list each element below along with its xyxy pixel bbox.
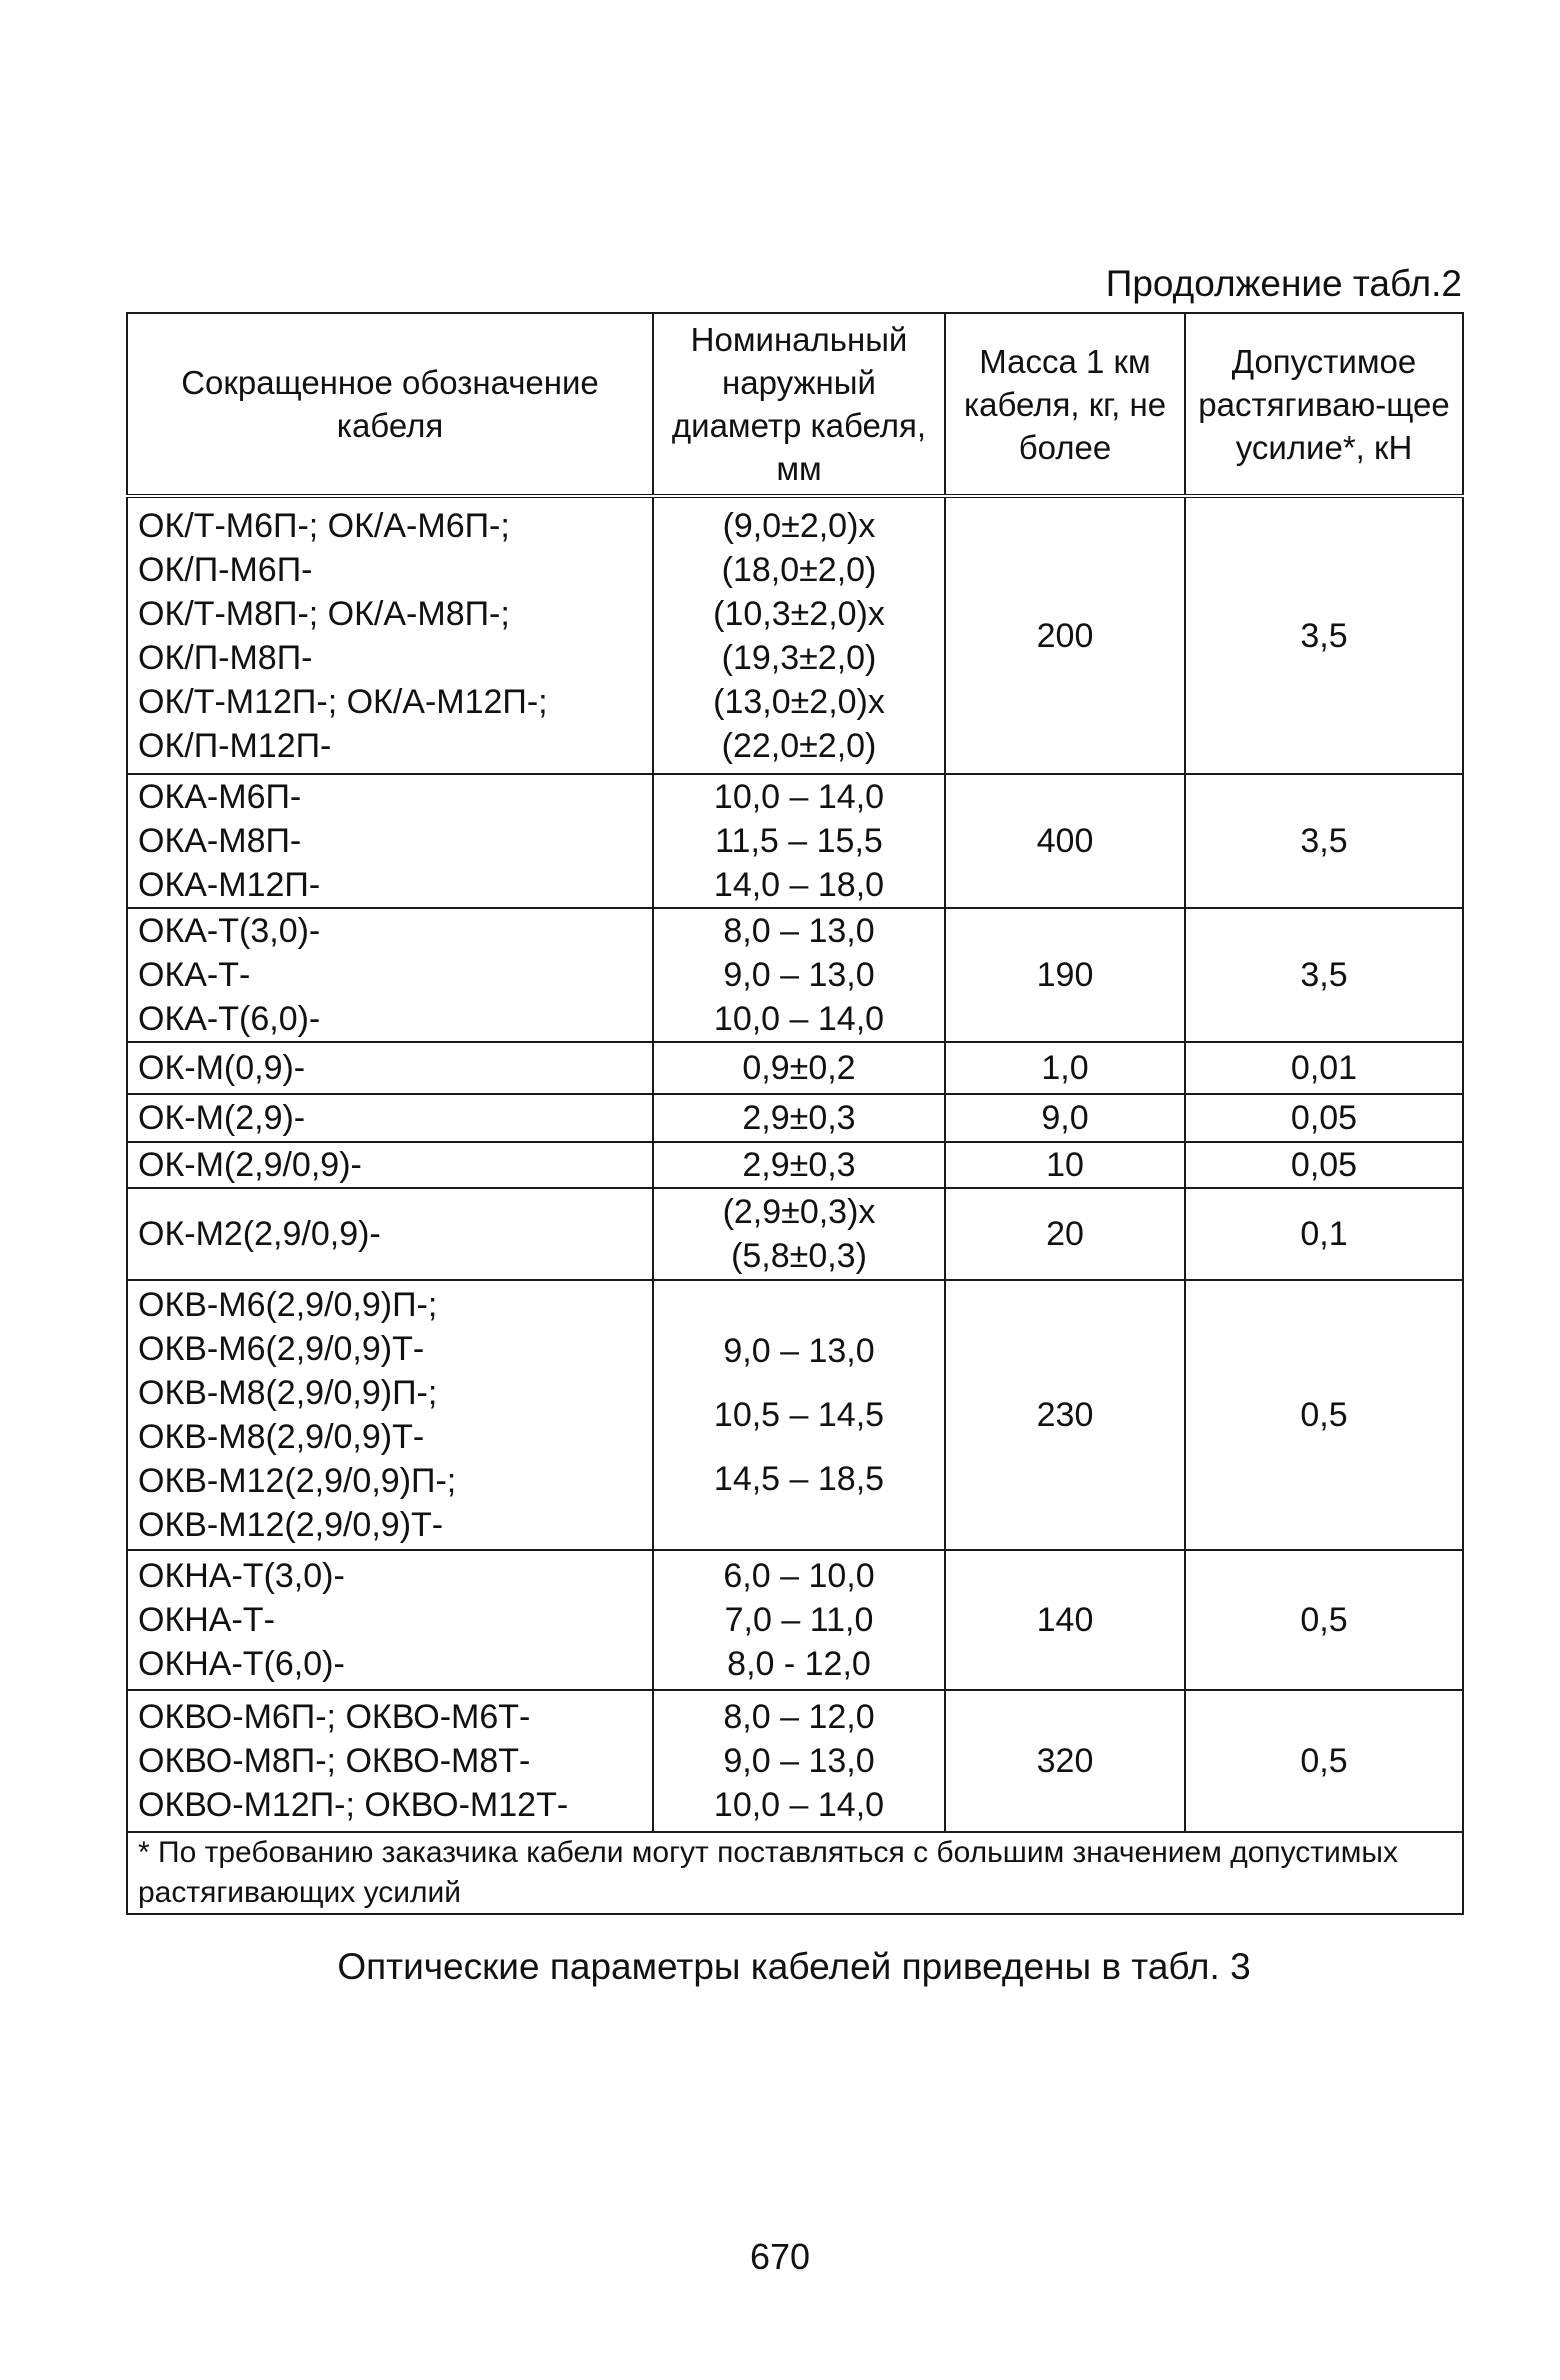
outer-diameter: (22,0±2,0) (721, 726, 877, 765)
outer-diameter-cell (653, 1042, 945, 1094)
outer-diameter: (5,8±0,3) (731, 1237, 867, 1275)
cable-designation: ОКА-М8П- (138, 822, 302, 860)
outer-diameter: 10,0 – 14,0 (713, 778, 885, 816)
cable-designation: ОКВ-М12(2,9/0,9)Т- (138, 1506, 444, 1544)
outer-diameter-cell (653, 1094, 945, 1142)
outer-diameter-cell (653, 1188, 945, 1280)
outer-diameter: 10,5 – 14,5 (713, 1396, 885, 1434)
cable-designation-cell (127, 496, 653, 774)
cable-designation-cell (127, 1188, 653, 1280)
outer-diameter: (9,0±2,0)х (722, 506, 876, 545)
cable-designation: ОК/Т-М8П-; ОК/А-М8П-; (138, 594, 510, 633)
tensile-force-cell: 0,5 (1185, 1690, 1463, 1832)
table-row (127, 1280, 1463, 1550)
table-row (127, 1690, 1463, 1832)
outer-diameter: 0,9±0,2 (742, 1049, 856, 1087)
cable-designation: ОКА-Т- (138, 956, 251, 994)
table-row (127, 496, 1463, 774)
tensile-force-cell: 0,1 (1185, 1188, 1463, 1280)
cable-designation: ОКВ-М6(2,9/0,9)П-; (138, 1286, 438, 1324)
cable-designation-cell (127, 774, 653, 908)
outer-diameter: 9,0 – 13,0 (723, 1742, 875, 1780)
mass-cell: 140 (945, 1550, 1185, 1690)
tensile-force-cell: 0,05 (1185, 1094, 1463, 1142)
table-row (127, 1142, 1463, 1188)
table-row (127, 1094, 1463, 1142)
mass-cell: 320 (945, 1690, 1185, 1832)
header-mass: Масса 1 км кабеля, кг, не более (945, 313, 1185, 496)
outer-diameter: 10,0 – 14,0 (713, 1000, 885, 1038)
cable-spec-table (126, 312, 1464, 1915)
outer-diameter: (2,9±0,3)х (722, 1193, 876, 1231)
cable-designation: ОК/Т-М6П-; ОК/А-М6П-; (138, 506, 510, 545)
cable-designation-cell (127, 1550, 653, 1690)
cable-designation: ОК-М(0,9)- (138, 1049, 306, 1087)
mass-cell: 9,0 (945, 1094, 1185, 1142)
table-body (127, 496, 1463, 1914)
cable-designation: ОК-М(2,9/0,9)- (138, 1146, 362, 1184)
table-row (127, 1188, 1463, 1280)
table-footnote: * По требованию заказчика кабели могут поставляться с большим значением допустимых растягивающих усилий (127, 1832, 1463, 1914)
header-outer-diameter: Номинальный наружный диаметр кабеля, мм (653, 313, 945, 496)
cable-designation-cell (127, 1142, 653, 1188)
cable-designation: ОК/П-М8П- (138, 638, 313, 677)
outer-diameter-cell (653, 496, 945, 774)
outer-diameter: 8,0 – 13,0 (723, 912, 875, 950)
cable-designation-cell (127, 1280, 653, 1550)
tensile-force-cell: 0,5 (1185, 1550, 1463, 1690)
mass-cell: 190 (945, 908, 1185, 1042)
cable-designation-cell (127, 1094, 653, 1142)
cable-designation: ОКВО-М6П-; ОКВО-М6Т- (138, 1698, 531, 1736)
outer-diameter: 9,0 – 13,0 (723, 956, 875, 994)
cable-designation: ОКА-М6П- (138, 778, 302, 816)
cable-designation: ОКА-Т(6,0)- (138, 1000, 321, 1038)
cable-designation: ОКВ-М8(2,9/0,9)Т- (138, 1418, 425, 1456)
mass-cell: 10 (945, 1142, 1185, 1188)
cable-designation: ОКВ-М8(2,9/0,9)П-; (138, 1374, 438, 1412)
page-number: 670 (749, 2236, 811, 2277)
cable-designation-cell (127, 908, 653, 1042)
tensile-force-cell: 0,01 (1185, 1042, 1463, 1094)
outer-diameter-cell (653, 1280, 945, 1550)
cable-designation: ОКНА-Т(3,0)- (138, 1557, 345, 1595)
outer-diameter-cell (653, 1550, 945, 1690)
outer-diameter-cell (653, 908, 945, 1042)
mass-cell: 200 (945, 496, 1185, 774)
outer-diameter: 11,5 – 15,5 (715, 822, 883, 860)
optical-parameters-note: Оптические параметры кабелей приведены в табл. 3 (337, 1946, 1251, 1987)
outer-diameter: 6,0 – 10,0 (723, 1557, 875, 1595)
tensile-force-cell: 3,5 (1185, 496, 1463, 774)
cable-designation: ОК/П-М6П- (138, 550, 313, 589)
outer-diameter: 2,9±0,3 (742, 1099, 856, 1137)
outer-diameter-cell (653, 1142, 945, 1188)
mass-cell: 20 (945, 1188, 1185, 1280)
mass-cell: 400 (945, 774, 1185, 908)
footnote-row (127, 1832, 1463, 1914)
table-row (127, 774, 1463, 908)
outer-diameter: 9,0 – 13,0 (723, 1332, 875, 1370)
header-cable-designation: Сокращенное обозначение кабеля (127, 313, 653, 496)
outer-diameter: 10,0 – 14,0 (713, 1786, 885, 1824)
outer-diameter: 2,9±0,3 (742, 1146, 856, 1184)
mass-cell: 230 (945, 1280, 1185, 1550)
table-caption: Продолжение табл.2 (1105, 263, 1462, 304)
header-tensile-force: Допустимое растягиваю-щее усилие*, кН (1185, 313, 1463, 496)
table-row (127, 1550, 1463, 1690)
tensile-force-cell: 3,5 (1185, 908, 1463, 1042)
tensile-force-cell: 0,5 (1185, 1280, 1463, 1550)
cable-designation: ОКНА-Т- (138, 1601, 275, 1639)
tensile-force-cell: 0,05 (1185, 1142, 1463, 1188)
cable-designation-cell (127, 1042, 653, 1094)
outer-diameter: 14,5 – 18,5 (713, 1460, 885, 1498)
outer-diameter-cell (653, 774, 945, 908)
cable-designation: ОКНА-Т(6,0)- (138, 1645, 345, 1683)
outer-diameter: (13,0±2,0)х (713, 682, 885, 721)
outer-diameter: 8,0 - 12,0 (727, 1645, 871, 1683)
table-header (127, 313, 1463, 496)
outer-diameter: (18,0±2,0) (721, 550, 877, 589)
table-row (127, 908, 1463, 1042)
cable-designation: ОК/Т-М12П-; ОК/А-М12П-; (138, 682, 548, 721)
outer-diameter: (19,3±2,0) (721, 638, 877, 677)
cable-designation: ОКВ-М12(2,9/0,9)П-; (138, 1462, 457, 1500)
outer-diameter: 7,0 – 11,0 (724, 1601, 874, 1639)
cable-designation-cell (127, 1690, 653, 1832)
outer-diameter: (10,3±2,0)х (713, 594, 885, 633)
tensile-force-cell: 3,5 (1185, 774, 1463, 908)
outer-diameter: 14,0 – 18,0 (713, 866, 885, 904)
cable-designation: ОКА-М12П- (138, 866, 321, 904)
mass-cell: 1,0 (945, 1042, 1185, 1094)
outer-diameter-cell (653, 1690, 945, 1832)
cable-designation: ОК-М(2,9)- (138, 1099, 306, 1137)
cable-designation: ОКВО-М12П-; ОКВО-М12Т- (138, 1786, 569, 1824)
cable-designation: ОКВО-М8П-; ОКВО-М8Т- (138, 1742, 531, 1780)
cable-designation: ОКА-Т(3,0)- (138, 912, 321, 950)
cable-designation: ОК-М2(2,9/0,9)- (138, 1215, 381, 1253)
outer-diameter: 8,0 – 12,0 (723, 1698, 875, 1736)
cable-designation: ОКВ-М6(2,9/0,9)Т- (138, 1330, 425, 1368)
cable-designation: ОК/П-М12П- (138, 726, 332, 765)
table-row (127, 1042, 1463, 1094)
